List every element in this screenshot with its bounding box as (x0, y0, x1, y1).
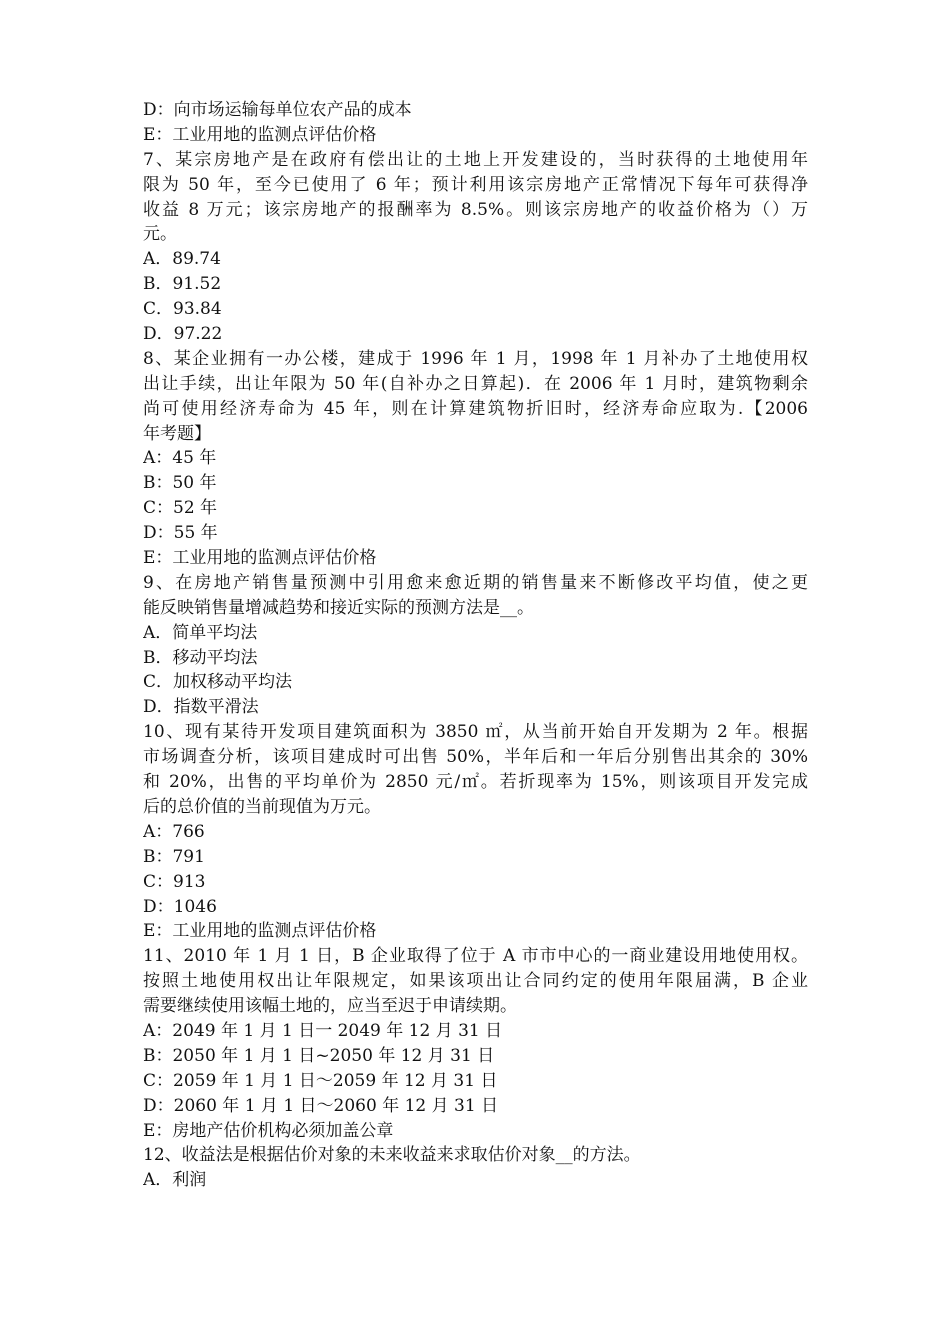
text-line: 元。 (143, 224, 177, 245)
text-line: D．97.22 (143, 324, 223, 345)
text-line: A．89.74 (143, 249, 221, 270)
text-line: 限为 50 年，至今已使用了 6 年；预计利用该宗房地产正常情况下每年可获得净 (143, 174, 808, 195)
text-line: 按照土地使用权出让年限规定，如果该项出让合同约定的使用年限届满，B 企业 (143, 971, 808, 992)
text-line: 年考题】 (143, 423, 211, 444)
text-line: 8、某企业拥有一办公楼，建成于 1996 年 1 月，1998 年 1 月补办了土地使用权 (143, 348, 808, 369)
text-line: 市场调查分析，该项目建成时可出售 50%，半年后和一年后分别售出其余的 30% (143, 747, 808, 768)
text-line: 12、收益法是根据估价对象的未来收益来求取估价对象__的方法。 (143, 1145, 641, 1166)
text-line: A：766 (143, 821, 205, 842)
text-line: C．93.84 (143, 299, 222, 320)
text-line: 能反映销售量增减趋势和接近实际的预测方法是__。 (143, 597, 534, 618)
text-line: B：2050 年 1 月 1 日~2050 年 12 月 31 日 (143, 1045, 495, 1066)
text-line: E：工业用地的监测点评估价格 (143, 921, 377, 942)
text-line: 需要继续使用该幅土地的，应当至迟于申请续期。 (143, 996, 517, 1017)
text-line: 10、现有某待开发项目建筑面积为 3850 ㎡，从当前开始自开发期为 2 年。根据 (143, 722, 808, 743)
text-line: B：50 年 (143, 473, 217, 494)
text-line: C．加权移动平均法 (143, 672, 293, 693)
text-line: C：2059 年 1 月 1 日～2059 年 12 月 31 日 (143, 1070, 498, 1091)
text-line: A．利润 (143, 1170, 207, 1191)
text-line: 9、在房地产销售量预测中引用愈来愈近期的销售量来不断修改平均值，使之更 (143, 572, 808, 593)
text-line: A．简单平均法 (143, 622, 258, 643)
text-line: 7、某宗房地产是在政府有偿出让的土地上开发建设的，当时获得的土地使用年 (143, 149, 808, 170)
text-line: C：913 (143, 871, 206, 892)
text-line: D：55 年 (143, 523, 218, 544)
text-line: D：2060 年 1 月 1 日～2060 年 12 月 31 日 (143, 1095, 499, 1116)
text-line: 尚可使用经济寿命为 45 年，则在计算建筑物折旧时，经济寿命应取为.【2006 (143, 398, 808, 419)
text-line: C：52 年 (143, 498, 218, 519)
text-line: D：1046 (143, 896, 217, 917)
text-line: B．91.52 (143, 274, 222, 295)
text-line: D：向市场运输每单位农产品的成本 (143, 100, 412, 120)
text-line: E：工业用地的监测点评估价格 (143, 548, 377, 569)
text-line: A：45 年 (143, 448, 217, 469)
text-line: 后的总价值的当前现值为万元。 (143, 796, 381, 817)
text-line: 收益 8 万元；该宗房地产的报酬率为 8.5%。则该宗房地产的收益价格为（）万 (143, 199, 808, 220)
text-line: A：2049 年 1 月 1 日一 2049 年 12 月 31 日 (143, 1020, 503, 1041)
text-line: D．指数平滑法 (143, 697, 259, 718)
text-line: E：房地产估价机构必须加盖公章 (143, 1120, 394, 1141)
text-line: 出让手续，出让年限为 50 年(自补办之日算起)．在 2006 年 1 月时，建筑物剩余 (143, 373, 808, 394)
document-body (143, 98, 808, 1193)
text-line: 和 20%，出售的平均单价为 2850 元/㎡。若折现率为 15%，则该项目开发完成 (143, 772, 808, 793)
text-line: B：791 (143, 846, 205, 867)
text-line: B．移动平均法 (143, 647, 258, 668)
text-line: E：工业用地的监测点评估价格 (143, 124, 377, 145)
text-line: 11、2010 年 1 月 1 日，B 企业取得了位于 A 市市中心的一商业建设用地使用权。 (143, 946, 808, 967)
